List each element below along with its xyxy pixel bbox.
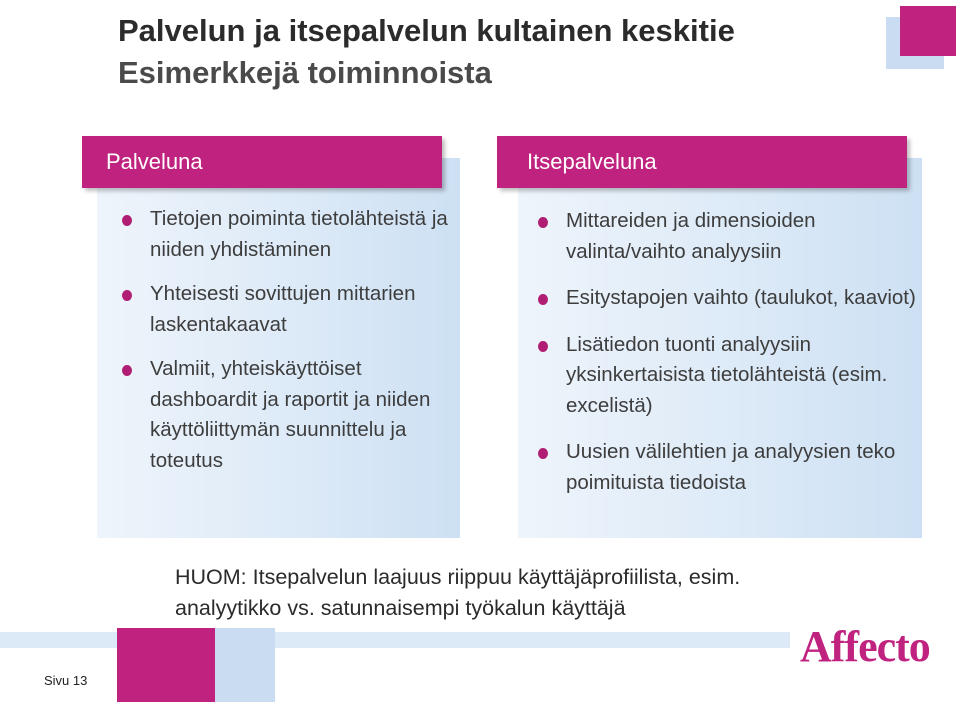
list-item-text: Yhteisesti sovittujen mittarien laskentakaavat: [150, 282, 416, 336]
list-item: [534, 330, 919, 422]
affecto-logo: Affecto: [800, 622, 930, 671]
list-item: [534, 437, 919, 498]
list-item-text: Mittareiden ja dimensioiden valinta/vaihto analyysiin: [566, 209, 816, 263]
slide-title-line1: Palvelun ja itsepalvelun kultainen keskitie: [118, 13, 735, 48]
self-service-panel-header-label: Itsepalveluna: [527, 149, 657, 174]
bullet-icon: [122, 365, 132, 376]
list-item: [534, 283, 919, 314]
list-item-text: Tietojen poiminta tietolähteistä ja niiden yhdistäminen: [150, 207, 448, 261]
bullet-icon: [538, 448, 548, 459]
list-item: [118, 354, 458, 476]
list-item: [118, 204, 458, 265]
self-service-list: [534, 206, 919, 514]
service-panel-header-label: Palveluna: [106, 149, 203, 174]
slide-subtitle: Esimerkkejä toiminnoista: [118, 55, 492, 90]
corner-decoration-magenta: [900, 6, 956, 56]
service-list: [118, 204, 458, 490]
page-number: Sivu 13: [44, 673, 88, 688]
bullet-icon: [538, 217, 548, 228]
list-item-text: Uusien välilehtien ja analyysien teko poimituista tiedoista: [566, 440, 896, 494]
service-panel-header: [82, 136, 442, 188]
bullet-icon: [538, 341, 548, 352]
list-item-text: Esitystapojen vaihto (taulukot, kaaviot): [566, 286, 916, 309]
footer-block-magenta: [117, 628, 215, 702]
list-item-text: Lisätiedon tuonti analyysiin yksinkertaisista tietolähteistä (esim. excelistä): [566, 332, 888, 417]
list-item: [118, 279, 458, 340]
list-item-text: Valmiit, yhteiskäyttöiset dashboardit ja raportit ja niiden käyttöliittymän suunnittelu ja toteutus: [150, 357, 431, 472]
bullet-icon: [538, 294, 548, 305]
self-service-panel-header: [497, 136, 907, 188]
slide-title: [118, 10, 735, 94]
footer-block-blue: [215, 628, 275, 702]
note-text: HUOM: Itsepalvelun laajuus riippuu käyttäjäprofiilista, esim. analyytikko vs. satunnaisempi työkalun käyttäjä: [175, 565, 741, 620]
bullet-icon: [122, 290, 132, 301]
bullet-icon: [122, 215, 132, 226]
list-item: [534, 206, 919, 267]
